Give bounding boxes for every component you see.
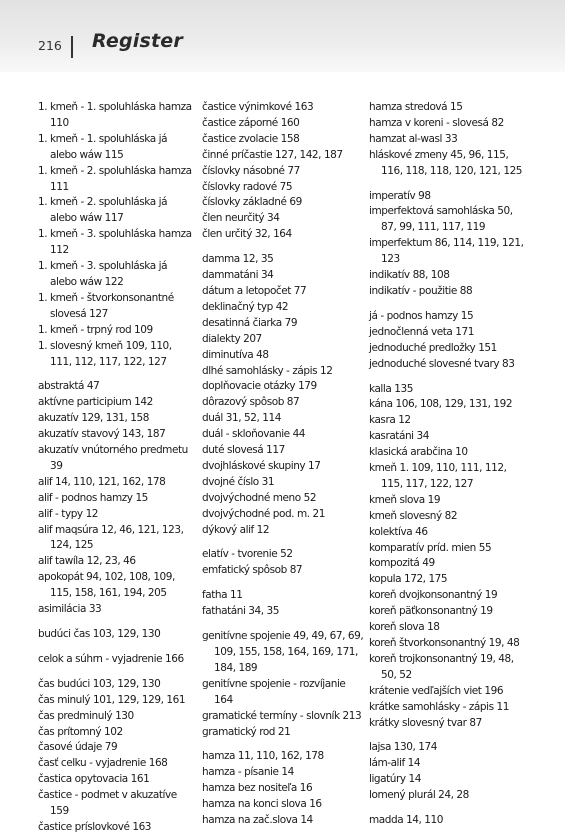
index-entry: genitívne spojenie - rozvíjanie 164 (202, 677, 346, 706)
index-letter-group (202, 629, 364, 740)
index-entry: koreň dvojkonsonantný 19 (369, 589, 498, 602)
index-entry: budúci čas 103, 129, 130 (38, 628, 161, 640)
index-entry: dvojvýchodné pod. m. 21 (202, 507, 325, 520)
index-entry: častice výnimkové 163 (202, 101, 314, 113)
index-entry: dvojné číslo 31 (202, 475, 275, 488)
index-entry: častice - podmet v akuzatíve 159 (38, 789, 177, 818)
index-letter-group (38, 652, 196, 668)
index-entry: lomený plurál 24, 28 (369, 789, 469, 802)
index-entry: kopula 172, 175 (369, 573, 448, 586)
index-entry: dvojvýchodné meno 52 (202, 491, 317, 504)
index-entry: hamzat al-wasl 33 (369, 132, 458, 145)
index-column-2 (202, 100, 364, 836)
index-entry: imperatív 98 (369, 189, 431, 202)
index-entry: diminutíva 48 (202, 348, 269, 361)
index-letter-group (369, 813, 529, 829)
index-letter-group (369, 382, 529, 732)
index-entry: kmeň slovesný 82 (369, 509, 458, 522)
index-entry: člen neurčitý 34 (202, 212, 280, 225)
index-entry: madda 14, 110 (369, 814, 443, 827)
index-entry: časové údaje 79 (38, 741, 118, 754)
index-entry: hláskové zmeny 45, 96, 115, 116, 118, 118, 120, 121, 125 (369, 148, 523, 177)
index-entry: kasratáni 34 (369, 430, 429, 443)
index-entry: koreň päťkonsonantný 19 (369, 605, 493, 618)
index-entry: 1. kmeň - 2. spoluhláska já alebo wáw 117 (38, 196, 168, 225)
index-column-3 (369, 100, 529, 836)
index-entry: damma 12, 35 (202, 253, 274, 266)
index-entry: jednočlenná veta 171 (369, 325, 474, 338)
index-entry: já - podnos hamzy 15 (369, 309, 474, 322)
index-letter-group (38, 100, 196, 370)
index-entry: akuzatív vnútorného predmetu 39 (38, 444, 188, 472)
index-entry: deklinačný typ 42 (202, 300, 289, 313)
index-entry: imperfektová samohláska 50, 87, 99, 111, 117, 119 (369, 205, 513, 234)
page-number: 216 (38, 38, 62, 53)
index-entry: kompozitá 49 (369, 557, 435, 570)
index-entry: 1. kmeň - štvorkonsonantné slovesá 127 (38, 291, 174, 320)
index-entry: častice zvolacie 158 (202, 132, 300, 145)
index-entry: krátky slovesný tvar 87 (369, 716, 482, 729)
index-entry: kána 106, 108, 129, 131, 192 (369, 398, 513, 411)
index-entry: kalla 135 (369, 382, 413, 395)
index-entry: 1. kmeň - trpný rod 109 (38, 323, 153, 336)
index-entry: koreň štvorkonsonantný 19, 48 (369, 637, 520, 649)
index-entry: ligatúry 14 (369, 773, 421, 786)
index-entry: gramatický rod 21 (202, 725, 291, 738)
index-entry: fathatáni 34, 35 (202, 605, 279, 618)
index-letter-group (202, 749, 364, 829)
index-entry: doplňovacie otázky 179 (202, 380, 317, 393)
index-letter-group (202, 100, 364, 243)
page-header (0, 0, 565, 72)
index-entry: 1. kmeň - 1. spoluhláska hamza 110 (38, 101, 192, 129)
index-entry: dlhé samohlásky - zápis 12 (202, 364, 333, 377)
index-entry: alif - podnos hamzy 15 (38, 491, 148, 504)
index-entry: celok a súhrn - vyjadrenie 166 (38, 652, 184, 665)
index-entry: hamza bez nositeľa 16 (202, 782, 313, 795)
index-entry: 1. slovesný kmeň 109, 110, 111, 112, 117, 122, 127 (38, 339, 172, 368)
index-entry: kmeň slova 19 (369, 493, 441, 506)
index-entry: člen určitý 32, 164 (202, 228, 292, 241)
index-entry: apokopát 94, 102, 108, 109, 115, 158, 161, 194, 205 (38, 571, 175, 600)
index-entry: alif tawíla 12, 23, 46 (38, 555, 136, 568)
index-entry: častice záporné 160 (202, 116, 300, 129)
index-entry: hamza v koreni - slovesá 82 (369, 116, 504, 129)
header-divider (71, 36, 73, 58)
index-entry: dialekty 207 (202, 332, 262, 345)
index-entry: indikatív - použitie 88 (369, 284, 473, 297)
index-entry: genitívne spojenie 49, 49, 67, 69, 109, 155, 158, 164, 169, 171, 184, 189 (202, 630, 364, 674)
index-entry: dýkový alif 12 (202, 523, 270, 536)
index-entry: krátenie vedľajších viet 196 (369, 684, 504, 697)
index-entry: jednoduché slovesné tvary 83 (369, 357, 515, 370)
index-entry: alif maqsúra 12, 46, 121, 123, 124, 125 (38, 523, 184, 552)
index-entry: duté slovesá 117 (202, 444, 285, 457)
index-entry: lajsa 130, 174 (369, 741, 437, 754)
index-entry: desatinná čiarka 79 (202, 316, 298, 329)
index-entry: lám-alif 14 (369, 757, 421, 770)
index-entry: častica opytovacia 161 (38, 773, 150, 786)
index-entry: duál - skloňovanie 44 (202, 428, 306, 441)
index-entry: 1. kmeň - 2. spoluhláska hamza 111 (38, 164, 192, 193)
index-entry: číslovky radové 75 (202, 180, 293, 193)
index-entry: aktívne participium 142 (38, 396, 153, 409)
index-entry: dôrazový spôsob 87 (202, 396, 300, 409)
index-entry: alif 14, 110, 121, 162, 178 (38, 475, 166, 488)
index-letter-group (202, 547, 364, 579)
index-entry: kolektíva 46 (369, 525, 428, 538)
index-entry: alif - typy 12 (38, 507, 99, 520)
index-letter-group (38, 627, 196, 643)
index-entry: koreň slova 18 (369, 621, 440, 634)
index-entry: dvojhláskové skupiny 17 (202, 459, 321, 472)
index-entry: kasra 12 (369, 414, 411, 427)
index-entry: kmeň 1. 109, 110, 111, 112, 115, 117, 122, 127 (369, 462, 507, 490)
index-letter-group (369, 740, 529, 804)
index-entry: čas prítomný 102 (38, 725, 123, 738)
index-entry: jednoduché predložky 151 (369, 341, 497, 354)
page-title: Register (92, 30, 183, 52)
index-letter-group (38, 677, 196, 836)
index-entry: číslovky násobné 77 (202, 164, 300, 177)
index-entry: abstraktá 47 (38, 380, 100, 393)
index-letter-group (369, 100, 529, 180)
index-entry: duál 31, 52, 114 (202, 412, 281, 425)
index-entry: gramatické termíny - slovník 213 (202, 709, 362, 722)
index-entry: hamza - písanie 14 (202, 766, 294, 779)
index-entry: imperfektum 86, 114, 119, 121, 123 (369, 237, 524, 266)
index-letter-group (38, 379, 196, 618)
index-entry: čas minulý 101, 129, 129, 161 (38, 693, 186, 706)
index-entry: číslovky základné 69 (202, 196, 302, 209)
index-entry: krátke samohlásky - zápis 11 (369, 700, 509, 713)
index-entry: hamza na konci slova 16 (202, 798, 322, 811)
index-entry: emfatický spôsob 87 (202, 564, 303, 577)
index-entry: komparatív príd. mien 55 (369, 541, 492, 554)
index-entry: 1. kmeň - 3. spoluhláska já alebo wáw 122 (38, 260, 168, 288)
index-entry: 1. kmeň - 1. spoluhláska já alebo wáw 115 (38, 132, 168, 161)
index-entry: hamza 11, 110, 162, 178 (202, 750, 324, 763)
index-entry: asimilácia 33 (38, 603, 102, 616)
index-letter-group (202, 588, 364, 620)
index-entry: elatív - tvorenie 52 (202, 548, 293, 561)
index-entry: čas budúci 103, 129, 130 (38, 677, 161, 690)
index-entry: dátum a letopočet 77 (202, 284, 307, 297)
index-column-1 (38, 100, 196, 836)
index-entry: hamza stredová 15 (369, 101, 463, 113)
index-entry: čas predminulý 130 (38, 709, 134, 722)
index-entry: 1. kmeň - 3. spoluhláska hamza 112 (38, 228, 192, 257)
index-entry: klasická arabčina 10 (369, 446, 468, 459)
index-entry: hamza na zač.slova 14 (202, 814, 313, 827)
index-entry: časť celku - vyjadrenie 168 (38, 757, 168, 770)
index-entry: dammatáni 34 (202, 269, 274, 282)
index-entry: koreň trojkonsonantný 19, 48, 50, 52 (369, 652, 514, 681)
index-entry: akuzatív stavový 143, 187 (38, 428, 166, 441)
index-letter-group (369, 189, 529, 300)
index-letter-group (202, 252, 364, 538)
index-letter-group (369, 309, 529, 373)
index-entry: fatha 11 (202, 589, 243, 602)
index-entry: činné príčastie 127, 142, 187 (202, 148, 343, 161)
index-entry: akuzatív 129, 131, 158 (38, 412, 149, 425)
index-entry: častice príslovkové 163 (38, 820, 152, 833)
index-entry: indikatív 88, 108 (369, 269, 450, 282)
